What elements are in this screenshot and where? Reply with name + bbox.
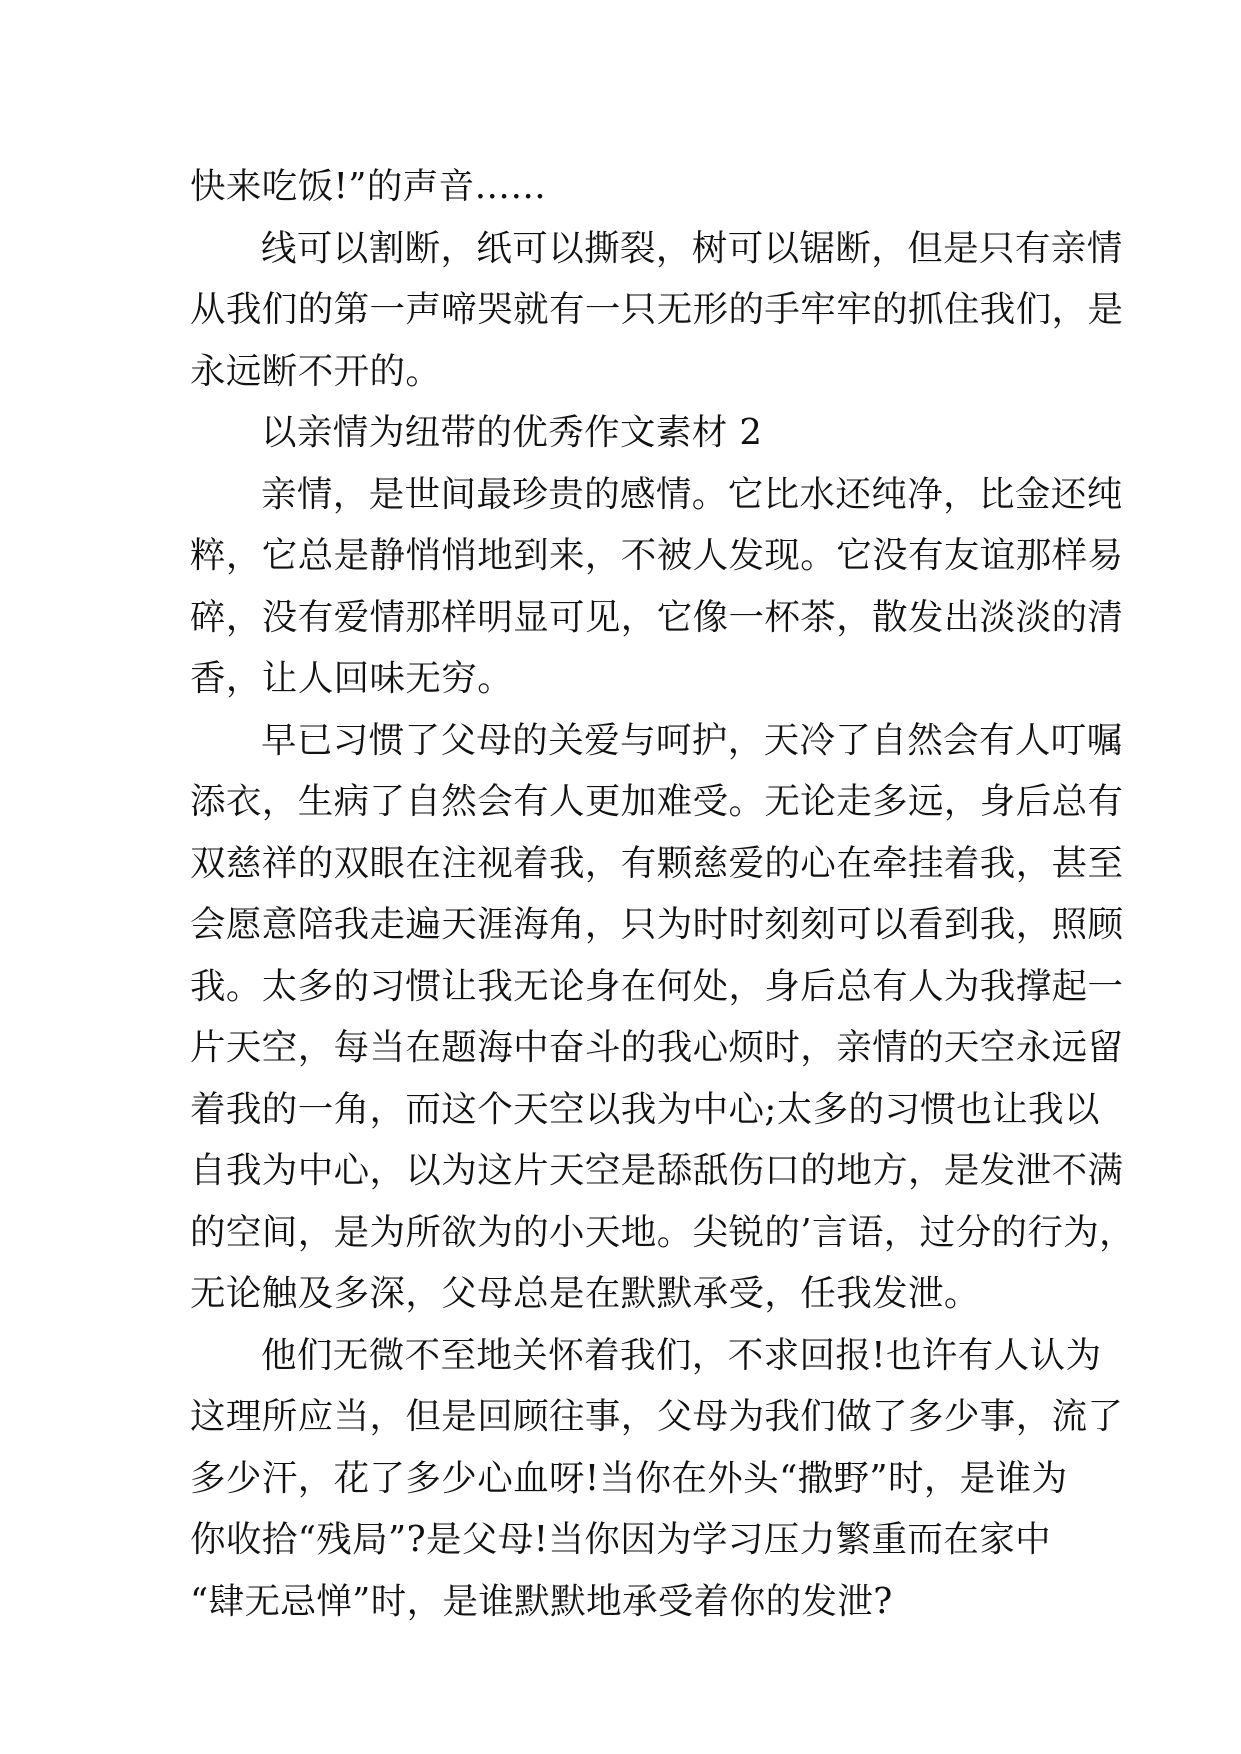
paragraph [190, 218, 1124, 403]
text-line: 快来吃饭!”的声音…… [190, 166, 547, 207]
text-line: 亲情，是世间最珍贵的感情。它比水还纯净，比金还纯 [261, 473, 1123, 515]
text-line: 香，让人回味无穷。 [190, 658, 514, 699]
text-line: “肆无忌惮”时，是谁默默地承受着你的发泄? [190, 1580, 893, 1622]
text-line: 添衣，生病了自然会有人更加难受。无论走多远，身后总有 [190, 781, 1124, 822]
text-line: 他们无微不至地关怀着我们，不求回报!也许有人认为 [261, 1334, 1102, 1376]
text-line: 早已习惯了父母的关爱与呵护，天冷了自然会有人叮嘱 [261, 719, 1123, 761]
text-line: 会愿意陪我走遍天涯海角，只为时时刻刻可以看到我，照顾 [190, 904, 1124, 945]
paragraph [190, 156, 1056, 218]
paragraph [190, 710, 1136, 1325]
text-line: 碎，没有爱情那样明显可见，它像一杯茶，散发出淡淡的清 [190, 596, 1124, 638]
text-line: 片天空，每当在题海中奋斗的我心烦时，亲情的天空永远留 [190, 1027, 1124, 1068]
text-line: 这理所应当，但是回顾往事，父母为我们做了多少事，流了 [190, 1396, 1124, 1437]
text-line: 你收拾“残局”?是父母!当你因为学习压力繁重而在家中 [190, 1519, 1051, 1560]
section-heading [190, 402, 1056, 464]
text-line: 我。太多的习惯让我无论身在何处，身后总有人为我撑起一 [190, 965, 1124, 1007]
text-line: 从我们的第一声啼哭就有一只无形的手牢牢的抓住我们，是 [190, 289, 1124, 330]
paragraph [190, 1325, 1124, 1633]
text-line: 多少汗，花了多少心血呀!当你在外头“撒野”时，是谁为 [190, 1457, 1068, 1499]
text-line: 粹，它总是静悄悄地到来，不被人发现。它没有友谊那样易 [190, 535, 1124, 576]
text-line: 着我的一角，而这个天空以我为中心;太多的习惯也让我以 [190, 1088, 1100, 1130]
text-line: 双慈祥的双眼在注视着我，有颗慈爱的心在牵挂着我，甚至 [190, 842, 1124, 884]
text-line: 永远断不开的。 [190, 350, 442, 392]
heading-line: 以亲情为纽带的优秀作文素材 2 [261, 412, 763, 453]
text-line: 线可以割断，纸可以撕裂，树可以锯断，但是只有亲情 [261, 227, 1123, 269]
text-line: 自我为中心，以为这片天空是舔舐伤口的地方，是发泄不满 [190, 1150, 1124, 1191]
document-body [190, 156, 1136, 1632]
text-line: 的空间，是为所欲为的小天地。尖锐的’言语，过分的行为， [190, 1211, 1136, 1253]
paragraph [190, 464, 1124, 710]
text-line: 无论触及多深，父母总是在默默承受，任我发泄。 [190, 1273, 980, 1314]
